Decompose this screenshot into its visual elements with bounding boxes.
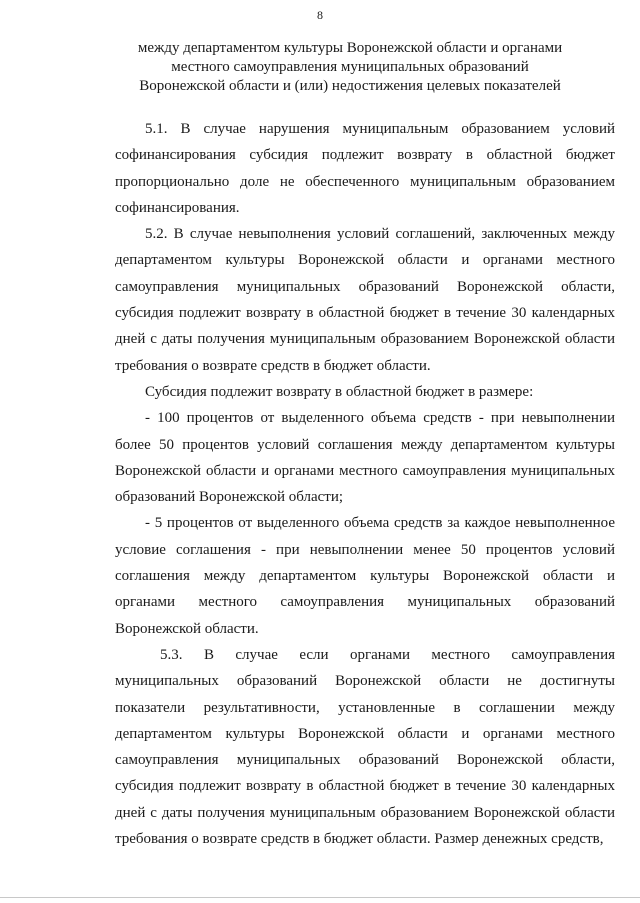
heading-line-3: Воронежской области и (или) недостижения целевых показателей bbox=[139, 78, 561, 94]
section-heading bbox=[100, 39, 600, 96]
paragraph-refund-intro: Субсидия подлежит возврату в областной бюджет в размере: bbox=[145, 383, 534, 400]
paragraph-5-2: 5.2. В случае невыполнения условий соглашений, заключенных между департаментом культуры Воронежской области и органами местного самоуправления муниципальных образований Воронежской области, субсидия подлежит возврату в областной бюджет в течение 30 календарных дней с даты получения муниципальным образованием Воронежской области требования о возврате средств в бюджет области. bbox=[115, 226, 615, 374]
document-body bbox=[115, 116, 615, 852]
paragraph-refund-5-percent: - 5 процентов от выделенного объема средств за каждое невыполненное условие соглашения - при невыполнении менее 50 процентов условий соглашения между департаментом культуры Воронежской области и органами местного самоуправления муниципальных образований Воронежской области. bbox=[115, 515, 615, 637]
page-bottom-divider bbox=[0, 897, 640, 898]
page-number: 8 bbox=[317, 8, 323, 22]
heading-line-2: местного самоуправления муниципальных образований bbox=[171, 59, 529, 75]
paragraph-5-3: 5.3. В случае если органами местного самоуправления муниципальных образований Воронежской области не достигнуты показатели результативности, установленные в соглашении между департаментом культуры Воронежской области и органами местного самоуправления муниципальных образований Воронежской области, субсидия подлежит возврату в областной бюджет в течение 30 календарных дней с даты получения муниципальным образованием Воронежской области требования о возврате средств в бюджет области. Размер денежных средств, bbox=[115, 646, 615, 848]
paragraph-refund-100-percent: - 100 процентов от выделенного объема средств - при невыполнении более 50 процентов условий соглашения между департаментом культуры Воронежской области и органами местного самоуправления муниципальных образований Воронежской области; bbox=[115, 410, 615, 506]
paragraph-5-1: 5.1. В случае нарушения муниципальным образованием условий софинансирования субсидия подлежит возврату в областной бюджет пропорционально доле не обеспеченного муниципальным образованием софинансирования. bbox=[115, 121, 615, 216]
heading-line-1: между департаментом культуры Воронежской области и органами bbox=[137, 40, 563, 56]
